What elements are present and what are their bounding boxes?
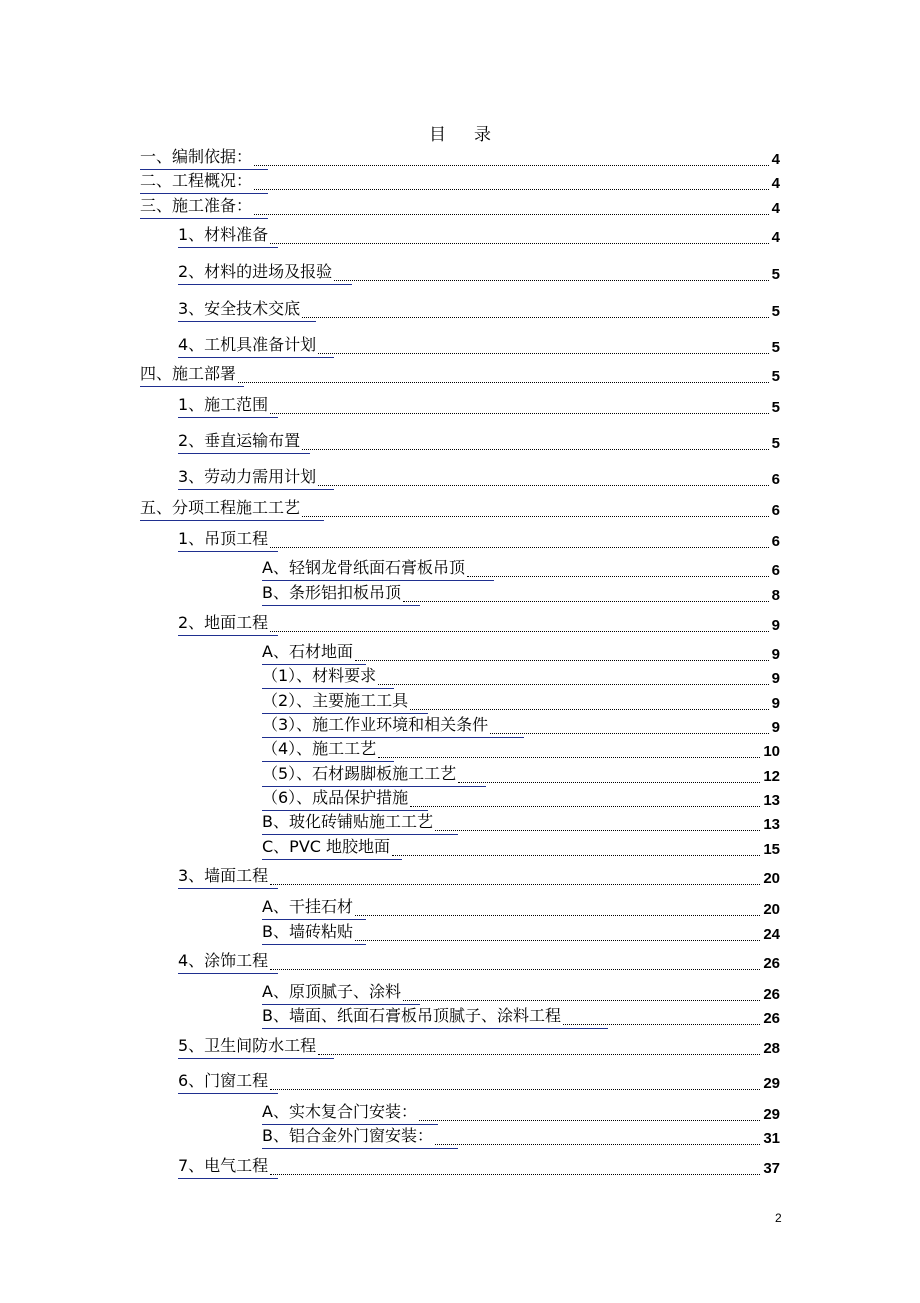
toc-dot-leader — [254, 165, 769, 166]
toc-dot-leader — [355, 660, 769, 661]
toc-dot-leader — [490, 733, 769, 734]
toc-entry-label: A、原顶腻子、涂料 — [262, 982, 401, 1001]
toc-entry-label: 1、施工范围 — [178, 395, 269, 414]
toc-entry[interactable] — [140, 172, 780, 194]
toc-entry-page: 5 — [771, 303, 780, 320]
toc-entry[interactable] — [178, 226, 780, 248]
toc-entry-page: 31 — [763, 1130, 780, 1147]
toc-entry-underline — [178, 888, 278, 889]
toc-entry-underline — [178, 551, 278, 552]
toc-entry-page: 4 — [771, 229, 780, 246]
toc-entry[interactable] — [178, 396, 780, 418]
toc-entry[interactable] — [178, 336, 780, 358]
toc-dot-leader — [355, 915, 760, 916]
toc-entry[interactable] — [262, 740, 780, 762]
toc-entry[interactable] — [140, 499, 780, 521]
toc-entry-page: 9 — [771, 617, 780, 634]
toc-entry-label: 2、地面工程 — [178, 613, 269, 632]
toc-entry-page: 24 — [763, 926, 780, 943]
toc-entry[interactable] — [178, 300, 780, 322]
toc-entry-underline — [262, 944, 366, 945]
toc-entry[interactable] — [262, 1103, 780, 1125]
toc-entry-underline — [178, 1058, 334, 1059]
toc-entry-page: 6 — [771, 471, 780, 488]
toc-entry-page: 29 — [763, 1075, 780, 1092]
toc-entry-underline — [178, 321, 316, 322]
toc-entry-underline — [262, 1148, 458, 1149]
toc-entry-page: 5 — [771, 368, 780, 385]
toc-dot-leader — [318, 353, 769, 354]
toc-entry-label: B、条形铝扣板吊顶 — [262, 583, 401, 602]
toc-entry-label: 四、施工部署 — [140, 364, 237, 383]
toc-entry-page: 26 — [763, 986, 780, 1003]
toc-entry-label: 4、涂饰工程 — [178, 951, 269, 970]
toc-entry[interactable] — [178, 468, 780, 490]
toc-entry-label: B、玻化砖铺贴施工工艺 — [262, 812, 433, 831]
toc-entry-page: 5 — [771, 435, 780, 452]
toc-entry-underline — [178, 357, 334, 358]
toc-entry-label: 一、编制依据： — [140, 147, 253, 166]
toc-entry-page: 15 — [763, 841, 780, 858]
toc-entry-underline — [140, 218, 268, 219]
toc-dot-leader — [355, 940, 760, 941]
toc-title-char-2: 录 — [474, 125, 491, 145]
toc-dot-leader — [302, 516, 769, 517]
toc-entry[interactable] — [178, 1072, 780, 1094]
toc-entry-page: 10 — [763, 743, 780, 760]
toc-entry-page: 9 — [771, 719, 780, 736]
toc-dot-leader — [270, 547, 769, 548]
toc-entry[interactable] — [178, 1037, 780, 1059]
toc-dot-leader — [419, 1120, 760, 1121]
toc-entry-page: 6 — [771, 533, 780, 550]
toc-entry[interactable] — [178, 614, 780, 636]
toc-dot-leader — [270, 631, 769, 632]
toc-entry[interactable] — [262, 838, 780, 860]
toc-dot-leader — [378, 757, 760, 758]
toc-entry-page: 5 — [771, 266, 780, 283]
toc-entry-page: 26 — [763, 1010, 780, 1027]
toc-entry-page: 37 — [763, 1160, 780, 1177]
toc-dot-leader — [270, 884, 760, 885]
toc-entry[interactable] — [262, 765, 780, 787]
toc-entry-page: 28 — [763, 1040, 780, 1057]
toc-entry-page: 20 — [763, 901, 780, 918]
toc-entry-underline — [140, 386, 244, 387]
toc-entry-label: B、铝合金外门窗安装： — [262, 1126, 433, 1145]
page-number: 2 — [775, 1211, 782, 1225]
toc-entry-label: A、干挂石材 — [262, 897, 353, 916]
toc-entry-underline — [178, 247, 278, 248]
toc-entry-page: 12 — [763, 768, 780, 785]
toc-entry-page: 29 — [763, 1106, 780, 1123]
toc-entry-underline — [178, 635, 278, 636]
toc-dot-leader — [270, 413, 769, 414]
toc-entry-label: 7、电气工程 — [178, 1156, 269, 1175]
toc-entry-page: 13 — [763, 792, 780, 809]
toc-entry[interactable] — [262, 716, 780, 738]
toc-dot-leader — [392, 855, 760, 856]
toc-entry-label: 2、垂直运输布置 — [178, 431, 301, 450]
toc-entry[interactable] — [262, 923, 780, 945]
toc-entry[interactable] — [262, 983, 780, 1005]
toc-entry-page: 9 — [771, 670, 780, 687]
toc-dot-leader — [270, 243, 769, 244]
toc-dot-leader — [435, 1144, 760, 1145]
toc-entry-label: 1、材料准备 — [178, 225, 269, 244]
toc-dot-leader — [270, 1174, 760, 1175]
toc-entry[interactable] — [178, 530, 780, 552]
toc-entry-page: 9 — [771, 695, 780, 712]
toc-entry-label: C、PVC 地胶地面 — [262, 837, 391, 856]
toc-entry-page: 5 — [771, 399, 780, 416]
toc-dot-leader — [334, 280, 769, 281]
toc-entry-label: 二、工程概况： — [140, 171, 253, 190]
toc-entry-label: 3、安全技术交底 — [178, 299, 301, 318]
toc-entry[interactable] — [140, 197, 780, 219]
toc-entry-page: 5 — [771, 339, 780, 356]
toc-dot-leader — [238, 382, 769, 383]
toc-entry[interactable] — [178, 432, 780, 454]
toc-entry-page: 6 — [771, 562, 780, 579]
toc-entry-page: 4 — [771, 175, 780, 192]
toc-entry-label: （6）、成品保护措施 — [262, 788, 409, 807]
toc-entry-underline — [178, 1093, 278, 1094]
toc-entry-label: （4）、施工工艺 — [262, 739, 377, 758]
toc-entry-page: 20 — [763, 870, 780, 887]
toc-dot-leader — [318, 485, 769, 486]
toc-dot-leader — [302, 317, 769, 318]
toc-entry-label: （3）、施工作业环境和相关条件 — [262, 715, 489, 734]
toc-entry[interactable] — [178, 263, 780, 285]
toc-title-char-1: 目 — [429, 125, 446, 145]
toc-dot-leader — [410, 709, 769, 710]
toc-dot-leader — [378, 684, 769, 685]
toc-entry-label: （1）、材料要求 — [262, 666, 377, 685]
toc-entry[interactable] — [262, 584, 780, 606]
toc-entry-label: A、实木复合门安装： — [262, 1102, 417, 1121]
toc-entry-underline — [178, 284, 352, 285]
toc-dot-leader — [435, 830, 760, 831]
toc-entry-label: B、墙面、纸面石膏板吊顶腻子、涂料工程 — [262, 1006, 561, 1025]
toc-entry-label: B、墙砖粘贴 — [262, 922, 353, 941]
toc-entry-label: 1、吊顶工程 — [178, 529, 269, 548]
toc-dot-leader — [254, 214, 769, 215]
toc-entry[interactable] — [178, 867, 780, 889]
toc-entry-label: 3、墙面工程 — [178, 866, 269, 885]
toc-entry-underline — [178, 417, 278, 418]
toc-entry-label: 2、材料的进场及报验 — [178, 262, 333, 281]
toc-entry[interactable] — [178, 1157, 780, 1179]
toc-entry-underline — [178, 1178, 278, 1179]
toc-dot-leader — [467, 576, 769, 577]
toc-entry-label: （2）、主要施工工具 — [262, 691, 409, 710]
toc-entry-label: 3、劳动力需用计划 — [178, 467, 317, 486]
toc-entry-label: 五、分项工程施工工艺 — [140, 498, 301, 517]
toc-dot-leader — [403, 1000, 760, 1001]
toc-dot-leader — [410, 806, 760, 807]
toc-entry-label: 5、卫生间防水工程 — [178, 1036, 317, 1055]
toc-entry-page: 6 — [771, 502, 780, 519]
toc-title — [0, 120, 920, 145]
toc-entry[interactable] — [140, 148, 780, 170]
toc-entry-page: 9 — [771, 646, 780, 663]
toc-dot-leader — [458, 782, 760, 783]
toc-entry[interactable] — [262, 789, 780, 811]
toc-entry[interactable] — [262, 692, 780, 714]
toc-entry-underline — [262, 1028, 608, 1029]
toc-entry-underline — [140, 520, 324, 521]
toc-entry[interactable] — [262, 643, 780, 665]
toc-entry[interactable] — [178, 952, 780, 974]
toc-entry[interactable] — [262, 559, 780, 581]
toc-entry-label: A、轻钢龙骨纸面石膏板吊顶 — [262, 558, 465, 577]
toc-entry[interactable] — [140, 365, 780, 387]
toc-entry-page: 26 — [763, 955, 780, 972]
toc-dot-leader — [270, 969, 760, 970]
toc-entry-page: 8 — [771, 587, 780, 604]
toc-entry[interactable] — [262, 813, 780, 835]
toc-entry[interactable] — [262, 1007, 780, 1029]
toc-dot-leader — [254, 189, 769, 190]
toc-dot-leader — [403, 601, 769, 602]
toc-entry[interactable] — [262, 1127, 780, 1149]
toc-entry-underline — [262, 859, 402, 860]
toc-entry-page: 4 — [771, 200, 780, 217]
toc-entry-page: 4 — [771, 151, 780, 168]
toc-entry-underline — [262, 605, 420, 606]
toc-entry-underline — [178, 973, 278, 974]
toc-entry[interactable] — [262, 898, 780, 920]
toc-entry-page: 13 — [763, 816, 780, 833]
toc-entry-label: 三、施工准备： — [140, 196, 253, 215]
toc-entry-label: （5）、石材踢脚板施工工艺 — [262, 764, 457, 783]
toc-entry-underline — [178, 489, 334, 490]
toc-dot-leader — [270, 1089, 760, 1090]
toc-dot-leader — [318, 1054, 760, 1055]
toc-entry[interactable] — [262, 667, 780, 689]
toc-dot-leader — [563, 1024, 760, 1025]
toc-entry-label: 4、工机具准备计划 — [178, 335, 317, 354]
toc-entry-label: A、石材地面 — [262, 642, 353, 661]
toc-entry-label: 6、门窗工程 — [178, 1071, 269, 1090]
toc-entry-underline — [178, 453, 310, 454]
toc-dot-leader — [302, 449, 769, 450]
